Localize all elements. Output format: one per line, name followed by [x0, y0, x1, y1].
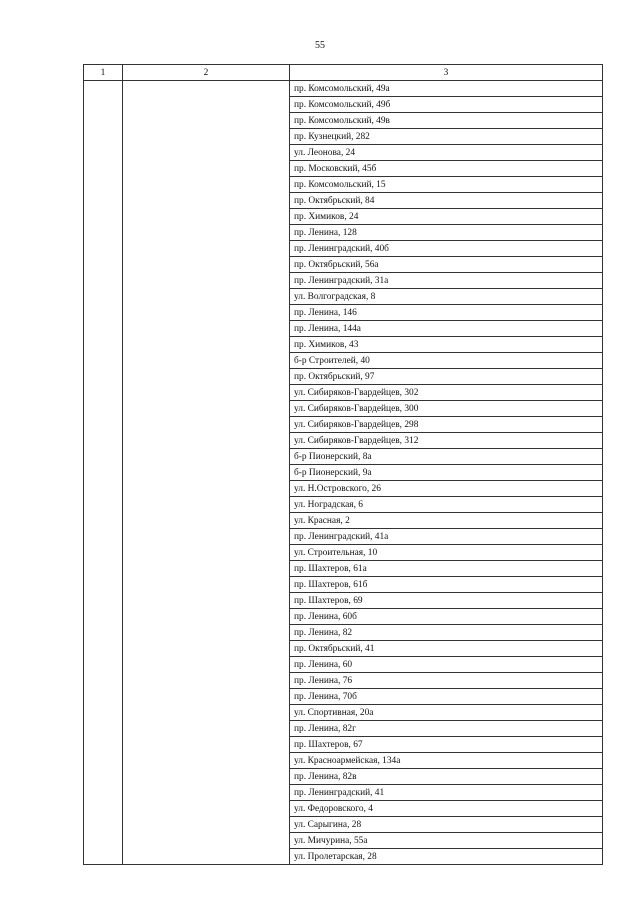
address-table	[83, 64, 603, 865]
address-cell: пр. Ленина, 70б	[290, 689, 603, 705]
address-cell: пр. Октябрьский, 56а	[290, 257, 603, 273]
address-cell: ул. Сарыгина, 28	[290, 817, 603, 833]
address-cell: пр. Ленина, 82в	[290, 769, 603, 785]
page-number: 55	[315, 40, 325, 51]
address-cell: ул. Красноармейская, 134а	[290, 753, 603, 769]
address-cell: ул. Волгоградская, 8	[290, 289, 603, 305]
table-body	[84, 81, 603, 865]
address-cell: ул. Пролетарская, 28	[290, 849, 603, 865]
address-cell: пр. Октябрьский, 84	[290, 193, 603, 209]
column-header-1: 1	[84, 65, 123, 81]
address-cell: пр. Октябрьский, 97	[290, 369, 603, 385]
address-cell: ул. Спортивная, 20а	[290, 705, 603, 721]
address-cell: ул. Строительная, 10	[290, 545, 603, 561]
address-cell: пр. Ленина, 146	[290, 305, 603, 321]
address-cell: ул. Мичурина, 55а	[290, 833, 603, 849]
address-cell: ул. Н.Островского, 26	[290, 481, 603, 497]
address-cell: пр. Октябрьский, 41	[290, 641, 603, 657]
address-cell: пр. Комсомольский, 49б	[290, 97, 603, 113]
address-cell: пр. Ленинградский, 31а	[290, 273, 603, 289]
address-cell: пр. Ленинградский, 40б	[290, 241, 603, 257]
address-cell: пр. Ленина, 128	[290, 225, 603, 241]
address-cell: ул. Сибиряков-Гвардейцев, 302	[290, 385, 603, 401]
address-cell: б-р Пионерский, 8а	[290, 449, 603, 465]
address-cell: пр. Ленинградский, 41а	[290, 529, 603, 545]
column-header-3: 3	[290, 65, 603, 81]
address-cell: пр. Ленина, 60	[290, 657, 603, 673]
column-2-cell	[123, 81, 290, 865]
address-cell: пр. Шахтеров, 61б	[290, 577, 603, 593]
address-cell: пр. Ленина, 144а	[290, 321, 603, 337]
address-cell: ул. Федоровского, 4	[290, 801, 603, 817]
address-cell: пр. Ленина, 82г	[290, 721, 603, 737]
address-cell: пр. Ленина, 60б	[290, 609, 603, 625]
address-cell: пр. Московский, 45б	[290, 161, 603, 177]
address-cell: пр. Ленина, 76	[290, 673, 603, 689]
address-cell: пр. Химиков, 43	[290, 337, 603, 353]
column-1-cell	[84, 81, 123, 865]
address-cell: ул. Сибиряков-Гвардейцев, 312	[290, 433, 603, 449]
address-cell: пр. Ленина, 82	[290, 625, 603, 641]
address-cell: ул. Красная, 2	[290, 513, 603, 529]
address-cell: ул. Сибиряков-Гвардейцев, 298	[290, 417, 603, 433]
table-header-row	[84, 65, 603, 81]
table-row	[84, 81, 603, 97]
address-cell: пр. Кузнецкий, 282	[290, 129, 603, 145]
address-cell: пр. Комсомольский, 49в	[290, 113, 603, 129]
address-cell: пр. Шахтеров, 61а	[290, 561, 603, 577]
address-cell: пр. Химиков, 24	[290, 209, 603, 225]
address-cell: б-р Строителей, 40	[290, 353, 603, 369]
address-cell: ул. Леонова, 24	[290, 145, 603, 161]
address-cell: пр. Комсомольский, 49а	[290, 81, 603, 97]
address-cell: пр. Шахтеров, 67	[290, 737, 603, 753]
address-cell: пр. Ленинградский, 41	[290, 785, 603, 801]
address-cell: пр. Комсомольский, 15	[290, 177, 603, 193]
address-cell: ул. Ноградская, 6	[290, 497, 603, 513]
address-cell: б-р Пионерский, 9а	[290, 465, 603, 481]
column-header-2: 2	[123, 65, 290, 81]
address-cell: ул. Сибиряков-Гвардейцев, 300	[290, 401, 603, 417]
address-cell: пр. Шахтеров, 69	[290, 593, 603, 609]
